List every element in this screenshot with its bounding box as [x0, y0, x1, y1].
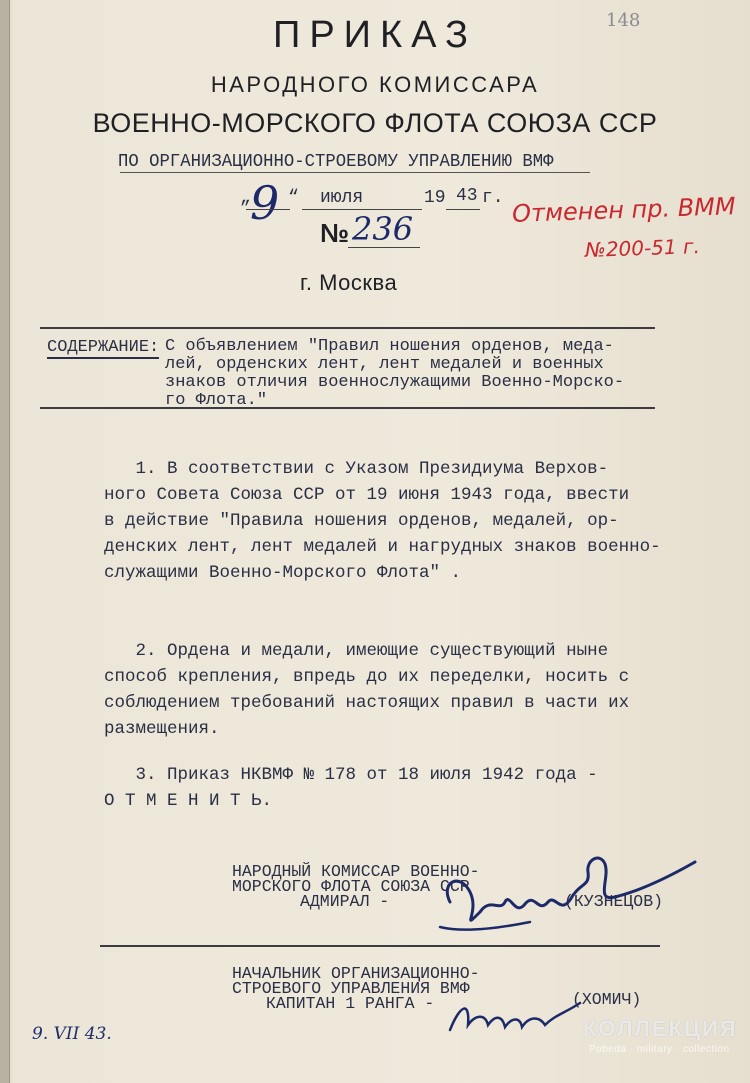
signatory1-line1: НАРОДНЫЙ КОМИССАР ВОЕННО-: [232, 862, 480, 881]
date-month: июля: [320, 188, 364, 208]
sheet-number: 148: [606, 10, 641, 31]
day-underline: [246, 208, 290, 210]
paragraph-3: 3. Приказ НКВМФ № 178 от 18 июля 1942 года - О Т М Е Н И Т Ь.: [104, 765, 598, 811]
department-line: ПО ОРГАНИЗАЦИОННО-СТРОЕВОМУ УПРАВЛЕНИЮ ВМФ: [118, 152, 554, 172]
signature-1: [420, 842, 720, 942]
date-year-tail: г.: [482, 188, 504, 208]
signature-2: [440, 985, 590, 1045]
order-number-underline: [348, 246, 420, 248]
signatory1-line2: МОРСКОГО ФЛОТА СОЮЗА ССР: [232, 877, 470, 896]
signature-divider-rule: [100, 945, 660, 947]
order-number-value: 236: [352, 210, 414, 248]
contents-text: С объявлением "Правил ношения орденов, меда- лей, орденских лент, лент медалей и военных знаков отличия военнослужащими Военно-Морско- го Флота.": [165, 337, 625, 410]
watermark-main: КОЛЛЕКЦИЯ: [583, 1016, 738, 1041]
date-year-prefix: 19: [424, 188, 446, 208]
issuer-organization: ВОЕННО-МОРСКОГО ФЛОТА СОЮЗА ССР: [92, 108, 658, 138]
paragraph-2: 2. Ордена и медали, имеющие существующий ныне способ крепления, впредь до их переделки, носить с соблюдением требований настоящих правил в части их размещения.: [104, 641, 630, 739]
department-underline: [120, 172, 590, 173]
signatory1-line3: АДМИРАЛ -: [300, 892, 390, 911]
city: г. Москва: [300, 270, 398, 295]
contents-bottom-rule: [40, 407, 655, 409]
date-year-suffix: 43: [456, 186, 478, 206]
paragraph-1: 1. В соответствии с Указом Президиума Верхов- ного Совета Союза ССР от 19 июня 1943 года, ввести в действие "Правила ношения орденов, медалей, ор- денских лент, лент медалей и нагрудных знаков военно- служащими Военно-Морского Флота" .: [104, 459, 661, 583]
signatory2-line1: НАЧАЛЬНИК ОРГАНИЗАЦИОННО-: [232, 964, 480, 983]
issuer-title: НАРОДНОГО КОМИССАРА: [210, 72, 540, 97]
year-underline: [446, 208, 480, 210]
signatory2-line2: СТРОЕВОГО УПРАВЛЕНИЯ ВМФ: [232, 979, 470, 998]
contents-label: СОДЕРЖАНИЕ:: [47, 338, 160, 357]
cancellation-note-line1: Отменен пр. ВММ: [511, 192, 737, 228]
initials-date: 9. VII 43.: [32, 1024, 112, 1044]
date-open-quote: „: [240, 188, 251, 208]
contents-top-rule: [40, 327, 655, 329]
watermark-sub: Pobeda · military · collection: [589, 1044, 730, 1055]
collection-watermark: [575, 1014, 740, 1064]
date-close-quote: “: [288, 188, 299, 208]
signatory2-name: (ХОМИЧ): [572, 990, 642, 1009]
signatory1-name: (КУЗНЕЦОВ): [564, 892, 664, 911]
date-day: 9: [250, 176, 280, 230]
binding-edge: [0, 0, 10, 1083]
order-number-label: №: [320, 218, 349, 248]
signatory2-line3: КАПИТАН 1 РАНГА -: [266, 994, 435, 1013]
document-title: ПРИКАЗ: [273, 14, 477, 56]
cancellation-note-line2: №200-51 г.: [584, 234, 701, 262]
